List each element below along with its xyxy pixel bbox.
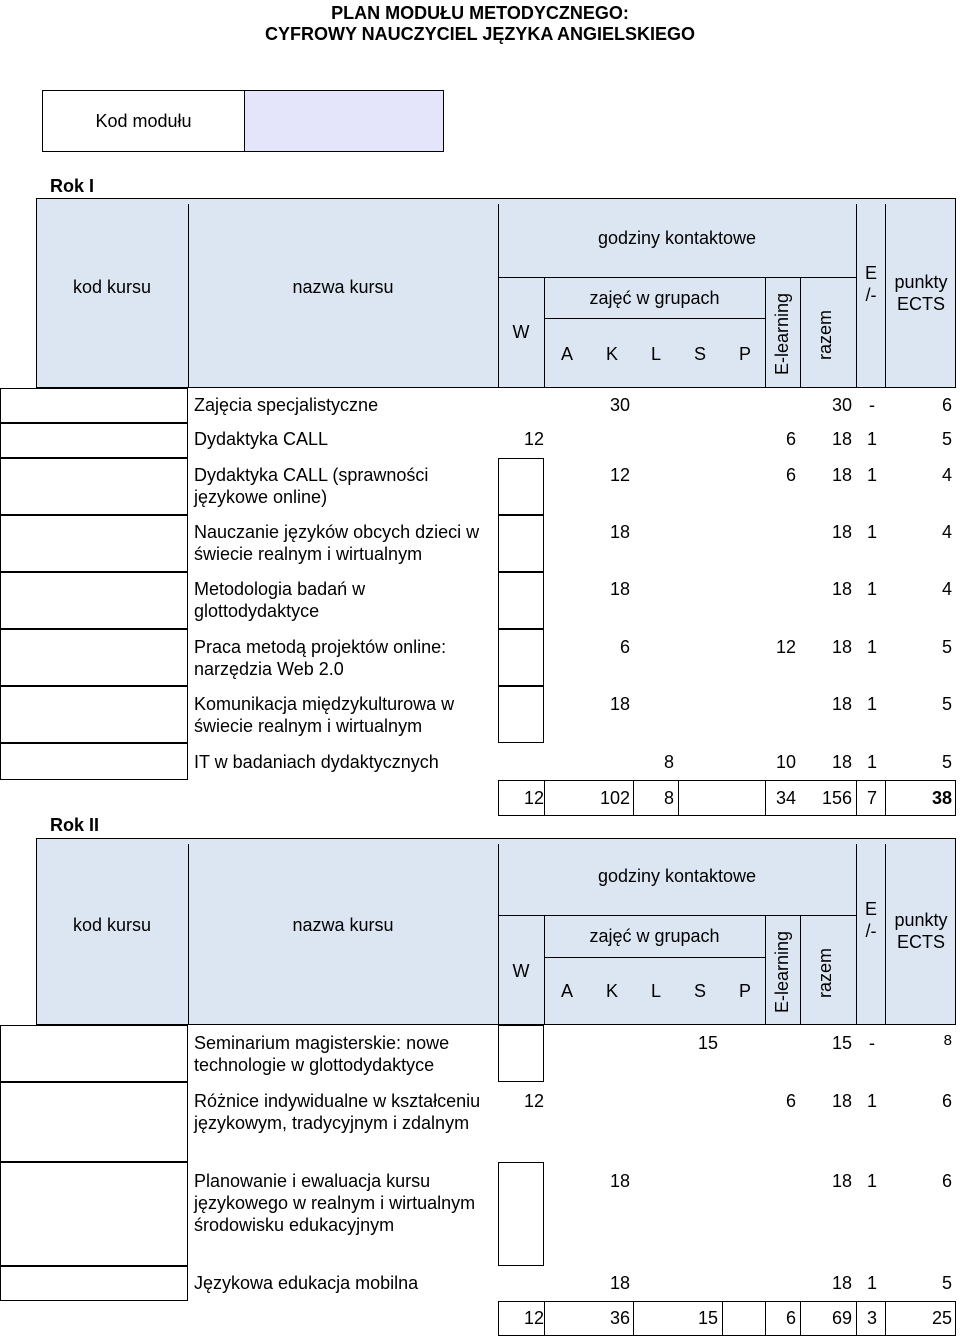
cell-e: - xyxy=(869,395,875,415)
cell-e: 1 xyxy=(866,1273,877,1293)
header-godziny-kontaktowe: godziny kontaktowe xyxy=(597,866,757,886)
header-col-p: P xyxy=(738,344,751,364)
header-nazwa-kursu: nazwa kursu xyxy=(292,915,394,935)
sum-a: 102 xyxy=(599,788,630,808)
cell-e: 1 xyxy=(866,465,877,485)
cell-e: 1 xyxy=(866,429,877,449)
cell-ects: 8 xyxy=(943,1032,952,1049)
header-col-s: S xyxy=(693,344,706,364)
cell-e: 1 xyxy=(866,1171,877,1191)
cell-razem: 18 xyxy=(831,694,852,714)
header-kod-kursu: kod kursu xyxy=(72,915,152,935)
header-punkty: punkty xyxy=(894,272,948,292)
header-ects: ECTS xyxy=(896,294,945,314)
cell-ects: 5 xyxy=(941,637,952,657)
cell-razem: 18 xyxy=(831,1273,852,1293)
cell-razem: 18 xyxy=(831,637,852,657)
course-name: Dydaktyka CALL (sprawności językowe online) xyxy=(194,465,429,507)
cell-ects: 5 xyxy=(941,694,952,714)
sum-l: 8 xyxy=(663,788,674,808)
header-col-a: A xyxy=(560,344,573,364)
header-ects: ECTS xyxy=(896,932,945,952)
header-zajec-w-grupach: zajęć w grupach xyxy=(589,926,720,946)
cell-w: 12 xyxy=(523,429,544,449)
header-col-razem: razem xyxy=(815,948,835,999)
cell-ects: 4 xyxy=(941,579,952,599)
course-name: Różnice indywidualne w kształceniu językowym, tradycyjnym i zdalnym xyxy=(194,1091,481,1133)
header-col-a: A xyxy=(560,981,573,1001)
cell-ects: 6 xyxy=(941,395,952,415)
header-col-elearning: E-learning xyxy=(772,930,792,1014)
sum-razem: 69 xyxy=(831,1308,852,1328)
cell-a: 18 xyxy=(609,1273,630,1293)
header-col-e2: /- xyxy=(865,285,877,305)
cell-a: 18 xyxy=(609,1171,630,1191)
header-col-e: E xyxy=(864,263,877,283)
cell-a: 6 xyxy=(619,637,630,657)
cell-razem: 18 xyxy=(831,429,852,449)
kod-modulu-box xyxy=(42,90,444,152)
cell-razem: 30 xyxy=(831,395,852,415)
cell-a: 18 xyxy=(609,579,630,599)
course-name: Metodologia badań w glottodydaktyce xyxy=(194,579,366,621)
header-kod-kursu: kod kursu xyxy=(72,277,152,297)
header-col-razem: razem xyxy=(815,310,835,361)
header-col-k: K xyxy=(605,981,618,1001)
sum-ects: 25 xyxy=(931,1308,952,1328)
cell-e: 1 xyxy=(866,694,877,714)
cell-e: - xyxy=(869,1033,875,1053)
cell-razem: 18 xyxy=(831,522,852,542)
cell-razem: 15 xyxy=(831,1033,852,1053)
header-col-e2: /- xyxy=(865,921,877,941)
cell-ects: 4 xyxy=(941,522,952,542)
course-name: Językowa edukacja mobilna xyxy=(194,1273,419,1293)
sum-w: 12 xyxy=(523,788,544,808)
cell-a: 18 xyxy=(609,522,630,542)
cell-razem: 18 xyxy=(831,752,852,772)
sum-s: 15 xyxy=(697,1308,718,1328)
header-col-w: W xyxy=(512,961,530,981)
header-col-w: W xyxy=(512,322,530,342)
cell-s: 15 xyxy=(697,1033,718,1053)
header-zajec-w-grupach: zajęć w grupach xyxy=(589,288,720,308)
cell-razem: 18 xyxy=(831,1171,852,1191)
header-col-e: E xyxy=(864,899,877,919)
sum-razem: 156 xyxy=(821,788,852,808)
course-name: Planowanie i ewaluacja kursu językowego w realnym i wirtualnym środowisku edukacyjnym xyxy=(194,1171,476,1235)
cell-ects: 5 xyxy=(941,429,952,449)
course-name: Nauczanie języków obcych dzieci w świecie realnym i wirtualnym xyxy=(194,522,480,564)
cell-ects: 4 xyxy=(941,465,952,485)
sum-e: 7 xyxy=(866,788,877,808)
course-name: Seminarium magisterskie: nowe technologie w glottodydaktyce xyxy=(194,1033,450,1075)
header-col-elearning: E-learning xyxy=(772,292,792,376)
cell-e: 1 xyxy=(866,522,877,542)
cell-razem: 18 xyxy=(831,579,852,599)
sum-el: 34 xyxy=(775,788,796,808)
header-col-l: L xyxy=(650,981,661,1001)
header-godziny-kontaktowe: godziny kontaktowe xyxy=(597,228,757,248)
header-col-l: L xyxy=(650,344,661,364)
header-col-k: K xyxy=(605,344,618,364)
cell-ects: 6 xyxy=(941,1091,952,1111)
cell-ects: 6 xyxy=(941,1171,952,1191)
kod-modulu-value[interactable] xyxy=(245,91,443,151)
course-name: Praca metodą projektów online: narzędzia Web 2.0 xyxy=(194,637,447,679)
cell-e: 1 xyxy=(866,752,877,772)
page-title: PLAN MODUŁU METODYCZNEGO: xyxy=(331,3,629,23)
cell-e: 1 xyxy=(866,579,877,599)
cell-el: 10 xyxy=(775,752,796,772)
cell-el: 6 xyxy=(785,429,796,449)
cell-a: 18 xyxy=(609,694,630,714)
sum-a: 36 xyxy=(609,1308,630,1328)
cell-el: 6 xyxy=(785,1091,796,1111)
cell-a: 12 xyxy=(609,465,630,485)
cell-ects: 5 xyxy=(941,1273,952,1293)
sum-w: 12 xyxy=(523,1308,544,1328)
rok2-label: Rok II xyxy=(50,815,100,835)
sum-el: 6 xyxy=(785,1308,796,1328)
cell-razem: 18 xyxy=(831,465,852,485)
cell-w: 12 xyxy=(523,1091,544,1111)
cell-el: 12 xyxy=(775,637,796,657)
page-subtitle: CYFROWY NAUCZYCIEL JĘZYKA ANGIELSKIEGO xyxy=(264,24,696,44)
header-punkty: punkty xyxy=(894,910,948,930)
kod-modulu-label: Kod modułu xyxy=(43,91,245,151)
header-col-p: P xyxy=(738,981,751,1001)
cell-e: 1 xyxy=(866,1091,877,1111)
cell-el: 6 xyxy=(785,465,796,485)
rok1-label: Rok I xyxy=(50,176,95,196)
header-nazwa-kursu: nazwa kursu xyxy=(292,277,394,297)
course-name: Dydaktyka CALL xyxy=(194,429,329,449)
sum-e: 3 xyxy=(866,1308,877,1328)
cell-l: 8 xyxy=(663,752,674,772)
cell-e: 1 xyxy=(866,637,877,657)
course-name: Komunikacja międzykulturowa w świecie realnym i wirtualnym xyxy=(194,694,455,736)
header-col-s: S xyxy=(693,981,706,1001)
cell-a: 30 xyxy=(609,395,630,415)
course-name: Zajęcia specjalistyczne xyxy=(194,395,379,415)
cell-ects: 5 xyxy=(941,752,952,772)
cell-razem: 18 xyxy=(831,1091,852,1111)
course-name: IT w badaniach dydaktycznych xyxy=(194,752,439,772)
sum-ects: 38 xyxy=(931,788,952,808)
